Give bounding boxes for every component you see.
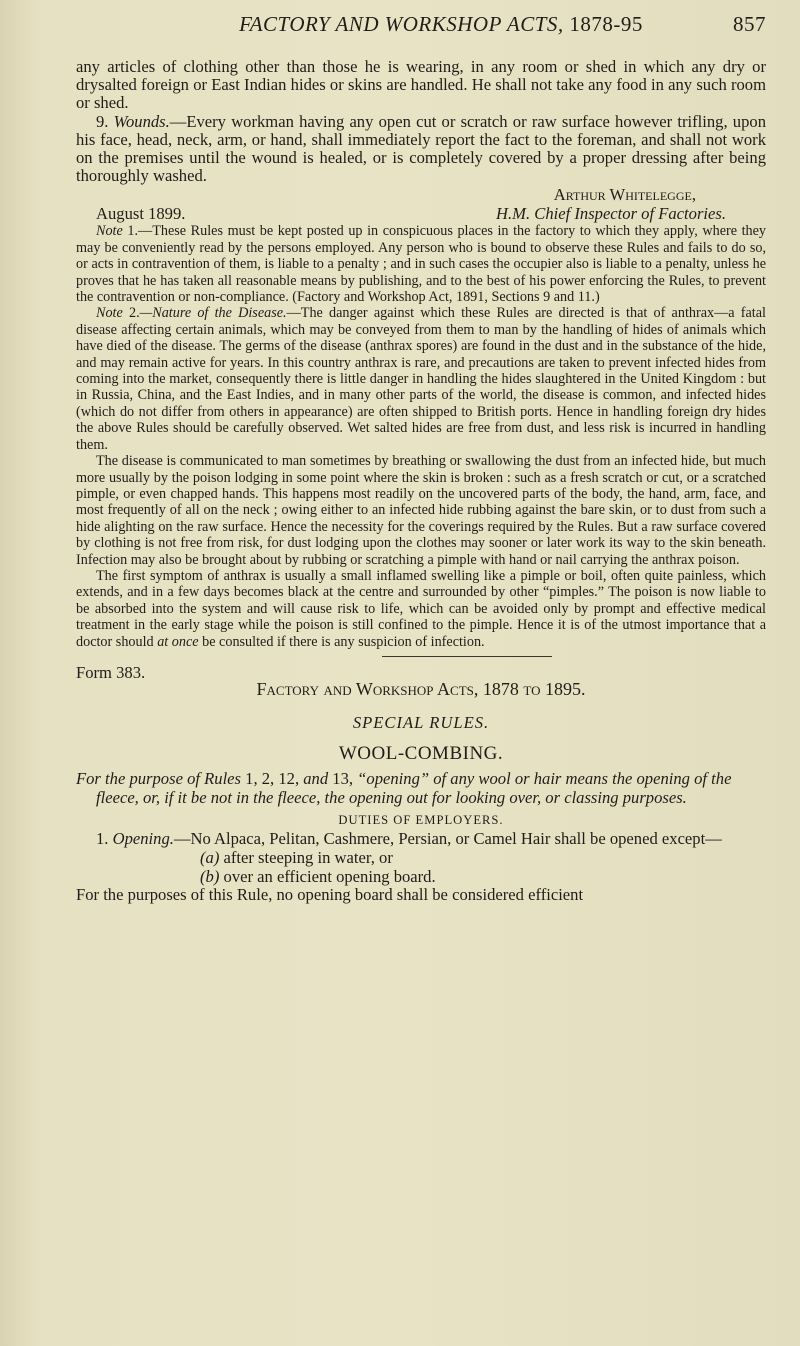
rule-1-opening <box>76 830 766 848</box>
note-1-label: Note <box>96 223 123 240</box>
note-2-heading: —Nature of the Disease. <box>139 305 287 322</box>
rule-1-item-b: (b) over an efficient opening board. <box>200 867 436 887</box>
signatory-name: Arthur Whitelegge, <box>553 185 696 205</box>
rule-1-text: —No Alpaca, Pelitan, Cashmere, Persian, or Camel Hair shall be opened except— <box>173 828 722 848</box>
signature-row <box>76 204 766 223</box>
note-paragraph-3: The disease is communicated to man sometimes by breathing or swallowing the dust from an infected hide, but much more usually by the poison lodging in some point where the skin is broken : such as a fresh scratch or cut, or a scratched pimple, or even chapped hands. This happens most readily on the uncovered parts of the body, the hand, arm, face, and most frequently of all on the neck ; owing either to an infected hide rubbing against the bare skin, or to dust from such a hide alighting on the raw surface. Hence the necessity for the coverings required by the Rules. But a raw surface covered by clothing is not free from risk, for dust lodging upon the clothes may sooner or later work its way to the skin beneath. Infection may also be brought about by rubbing or scratching a pimple with hand or nail carrying the anthrax poison. <box>76 453 766 568</box>
note-2 <box>76 305 766 453</box>
signatory-office: H.M. Chief Inspector of Factories. <box>496 204 726 224</box>
running-title: FACTORY AND WORKSHOP ACTS, 1878-95 <box>239 12 643 36</box>
rule-1-heading: Opening. <box>112 828 174 848</box>
running-years: 1878-95 <box>569 12 643 36</box>
purpose-definition: For the purpose of Rules 1, 2, 12, and 13, “opening” of any wool or hair means the opening of the fleece, or, if it be not in the fleece, the opening out for looking over, or classing purposes. <box>76 768 732 807</box>
note-2-number: 2. <box>129 305 140 322</box>
rule-9-heading: Wounds. <box>113 111 170 131</box>
rule-1-item-a: (a) after steeping in water, or <box>200 848 393 868</box>
emphasis-at-once: at once <box>157 633 199 650</box>
rule-carry-over: any articles of clothing other than those he is wearing, in any room or shed in which any dry or drysalted foreign or East Indian hides or skins are handled. He shall not take any food in any such room or shed. <box>76 57 766 113</box>
rule-1-closing-text: For the purposes of this Rule, no opening board shall be considered efficient <box>76 885 584 905</box>
rule-1-number: 1. <box>96 828 109 848</box>
form-label: Form 383. <box>76 662 146 682</box>
wool-combing-heading: WOOL-COMBING. <box>338 742 504 764</box>
note-1-number: 1. <box>127 223 139 240</box>
page-number: 857 <box>733 12 766 36</box>
rule-9-text: —Every workman having any open cut or scratch or raw surface however trifling, upon his face, head, neck, arm, or hand, shall immediately report the fact to the foreman, and shall not work on the premises until the wound is healed, or is completely covered by a proper dressing after being thoroughly washed. <box>76 111 766 186</box>
section-divider <box>382 656 552 657</box>
note-1-text: —These Rules must be kept posted up in conspicuous places in the factory to which they apply, where they may be conveniently read by the persons employed. Any person who is bound to observe these Rules and fails to do so, or acts in contravention of them, is liable to a penalty ; and in such cases the occupier also is liable to a penalty, unless he proves that he has taken all reasonable means by publishing, and to the best of his power enforcing the Rules, to prevent the contravention or non-compliance. (Factory and Workshop Act, 1891, Sections 9 and 11.) <box>76 223 767 306</box>
signature-block <box>76 185 766 223</box>
signature-date: August 1899. <box>96 204 186 224</box>
special-rules-heading: SPECIAL RULES. <box>352 712 490 732</box>
rule-9-number: 9. <box>96 111 109 131</box>
duties-of-employers-heading: DUTIES OF EMPLOYERS. <box>338 812 504 827</box>
note-2-label: Note <box>96 305 123 322</box>
notes-section <box>76 223 766 650</box>
acts-heading: Factory and Workshop Acts, 1878 to 1895. <box>256 678 586 699</box>
form-383-section <box>76 656 766 904</box>
rule-9 <box>76 113 766 186</box>
note-paragraph-4: The first symptom of anthrax is usually a small inflamed swelling like a pimple or boil, often quite painless, which extends, and in a few days becomes black at the centre and surrounded by other “pimples.” The poison is now liable to be absorbed into the system and will cause risk to life, which can be avoided only by prompt and effective medical treatment in the early stage while the poison is still confined to the pimple. Hence it is of the utmost importance that a doctor should at once be consulted if there is any suspicion of infection. <box>76 567 766 650</box>
note-2-text: —The danger against which these Rules are directed is that of anthrax—a fatal disease affecting certain animals, which may be conveyed from them to man by the handling of hides of animals which have died of the disease. The germs of the disease (anthrax spores) are found in the dust and in the substance of the hide, and may remain active for years. In this country anthrax is rare, and precautions are taken to prevent infected hides from coming into the market, consequently there is little danger in handling the hides slaughtered in the United Kingdom : but in Russia, China, and the East Indies, and in many other parts of the world, the disease is common, and infected hides (which do not differ from others in appearance) are often shipped to British ports. Hence in handling foreign dry hides the above Rules should be carefully observed. Wet salted hides are free from dust, and less risk is incurred in handling them. <box>76 305 766 453</box>
running-head <box>76 12 766 42</box>
note-1 <box>76 223 766 305</box>
